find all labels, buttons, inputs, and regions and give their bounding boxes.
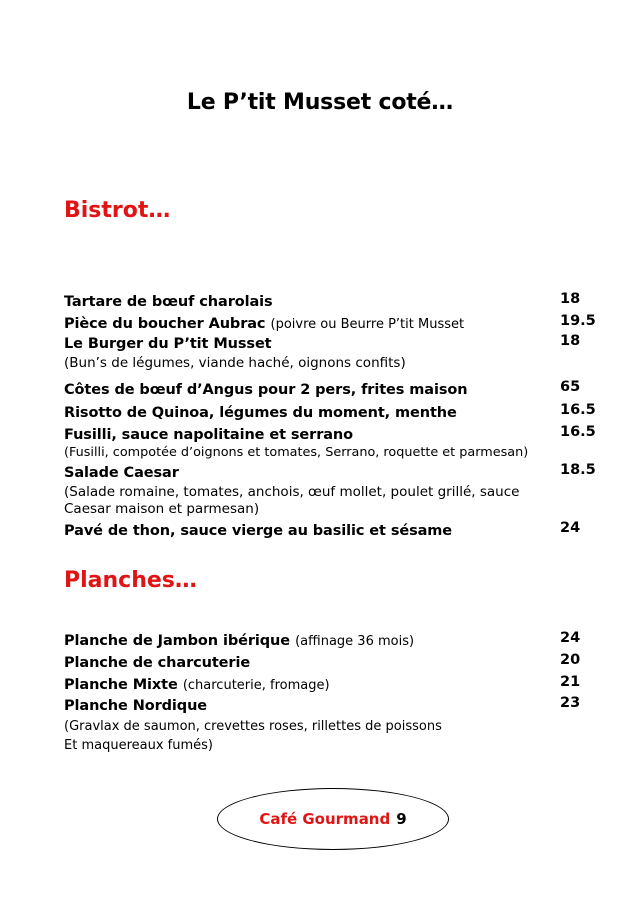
item-price: 19.5 — [560, 313, 596, 329]
menu-item — [64, 402, 604, 421]
item-description: (Bun’s de légumes, viande haché, oignons confits) — [64, 355, 406, 371]
item-description: (Fusilli, compotée d’oignons et tomates, Serrano, roquette et parmesan) — [64, 445, 529, 460]
item-price: 18.5 — [560, 462, 596, 478]
menu-item — [64, 630, 604, 649]
item-name: Planche de Jambon ibérique — [64, 633, 291, 649]
item-price: 24 — [560, 520, 581, 536]
item-name: Pavé de thon, sauce vierge au basilic et sésame — [64, 523, 453, 539]
item-note: (poivre ou Beurre P’tit Musset — [270, 317, 465, 332]
item-description: (Gravlax de saumon, crevettes roses, rillettes de poissons — [64, 719, 442, 734]
menu-item — [64, 379, 604, 398]
item-name: Tartare de bœuf charolais — [64, 294, 273, 310]
item-price: 24 — [560, 630, 581, 646]
cafe-gourmand-badge — [217, 788, 449, 850]
menu-item — [64, 462, 604, 481]
item-name: Pièce du boucher Aubrac — [64, 316, 266, 332]
item-name: Planche de charcuterie — [64, 655, 251, 671]
menu-item — [64, 695, 604, 714]
menu-item — [64, 652, 604, 671]
menu-item — [64, 520, 604, 539]
item-price: 18 — [560, 291, 581, 307]
item-name: Côtes de bœuf d’Angus pour 2 pers, frites maison — [64, 382, 468, 398]
menu-item — [64, 313, 604, 332]
item-price: 18 — [560, 333, 581, 349]
item-price: 65 — [560, 379, 581, 395]
item-price: 20 — [560, 652, 581, 668]
item-price: 21 — [560, 674, 581, 690]
menu-item — [64, 291, 604, 310]
item-name: Risotto de Quinoa, légumes du moment, menthe — [64, 405, 457, 421]
item-name: Fusilli, sauce napolitaine et serrano — [64, 427, 354, 443]
cafe-gourmand-label: Café Gourmand — [259, 810, 391, 828]
item-note: (charcuterie, fromage) — [182, 678, 330, 693]
item-price: 16.5 — [560, 402, 596, 418]
item-name: Salade Caesar — [64, 465, 179, 481]
menu-item — [64, 424, 604, 443]
item-description: Et maquereaux fumés) — [64, 738, 213, 753]
item-price: 16.5 — [560, 424, 596, 440]
menu-item — [64, 333, 604, 352]
section-heading-bistrot: Bistrot… — [64, 198, 171, 223]
item-name: Planche Nordique — [64, 698, 208, 714]
cafe-gourmand-price: 9 — [396, 810, 407, 828]
item-note: (affinage 36 mois) — [295, 634, 415, 649]
section-heading-planches: Planches… — [64, 568, 197, 593]
item-name: Le Burger du P’tit Musset — [64, 336, 272, 352]
item-description: (Salade romaine, tomates, anchois, œuf mollet, poulet grillé, sauce — [64, 484, 520, 500]
menu-item — [64, 674, 604, 693]
item-name: Planche Mixte — [64, 677, 178, 693]
item-price: 23 — [560, 695, 581, 711]
item-description: Caesar maison et parmesan) — [64, 501, 260, 517]
menu-title: Le P’tit Musset coté… — [186, 90, 454, 115]
